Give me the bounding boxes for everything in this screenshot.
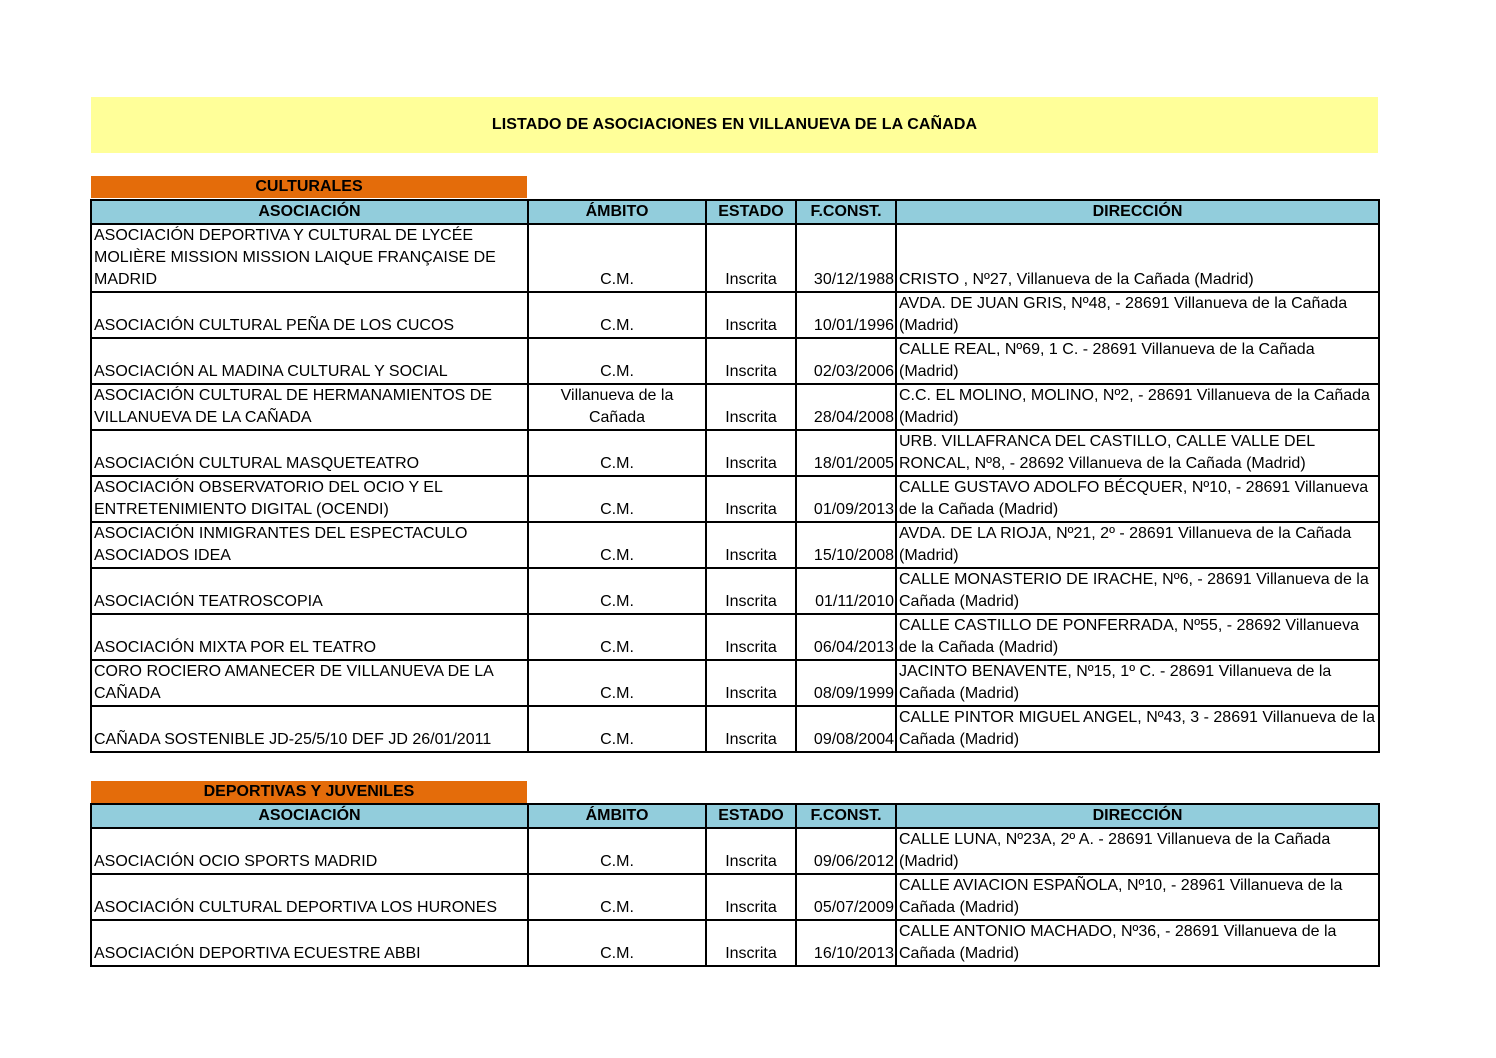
header-estado: ESTADO xyxy=(706,804,796,828)
cell-ambito: C.M. xyxy=(528,522,706,568)
cell-direccion: CALLE ANTONIO MACHADO, Nº36, - 28691 Villanueva de la Cañada (Madrid) xyxy=(896,920,1379,966)
cell-ambito: C.M. xyxy=(528,828,706,874)
cell-fconst: 08/09/1999 xyxy=(796,660,896,706)
cell-ambito: C.M. xyxy=(528,476,706,522)
title-banner xyxy=(91,97,1378,153)
cell-fconst: 02/03/2006 xyxy=(796,338,896,384)
cell-ambito: C.M. xyxy=(528,614,706,660)
cell-estado: Inscrita xyxy=(706,224,796,292)
cell-asociacion: ASOCIACIÓN CULTURAL DEPORTIVA LOS HURONES xyxy=(91,874,528,920)
cell-estado: Inscrita xyxy=(706,568,796,614)
cell-asociacion: ASOCIACIÓN OBSERVATORIO DEL OCIO Y EL ENTRETENIMIENTO DIGITAL (OCENDI) xyxy=(91,476,528,522)
cell-estado: Inscrita xyxy=(706,292,796,338)
cell-direccion: CRISTO , Nº27, Villanueva de la Cañada (Madrid) xyxy=(896,224,1379,292)
header-asociacion: ASOCIACIÓN xyxy=(91,200,528,224)
cell-ambito: C.M. xyxy=(528,920,706,966)
cell-estado: Inscrita xyxy=(706,660,796,706)
cell-direccion: CALLE PINTOR MIGUEL ANGEL, Nº43, 3 - 28691 Villanueva de la Cañada (Madrid) xyxy=(896,706,1379,752)
cell-estado: Inscrita xyxy=(706,430,796,476)
cell-direccion: JACINTO BENAVENTE, Nº15, 1º C. - 28691 Villanueva de la Cañada (Madrid) xyxy=(896,660,1379,706)
table-row xyxy=(91,568,1379,614)
section-label-culturales: CULTURALES xyxy=(91,176,527,198)
cell-estado: Inscrita xyxy=(706,338,796,384)
table-deportivas xyxy=(90,803,1380,967)
cell-direccion: CALLE AVIACION ESPAÑOLA, Nº10, - 28961 Villanueva de la Cañada (Madrid) xyxy=(896,874,1379,920)
cell-ambito: Villanueva de la Cañada xyxy=(528,384,706,430)
cell-fconst: 01/11/2010 xyxy=(796,568,896,614)
cell-asociacion: ASOCIACIÓN INMIGRANTES DEL ESPECTACULO ASOCIADOS IDEA xyxy=(91,522,528,568)
cell-fconst: 09/06/2012 xyxy=(796,828,896,874)
table-row xyxy=(91,522,1379,568)
cell-asociacion: ASOCIACIÓN DEPORTIVA Y CULTURAL DE LYCÉE MOLIÈRE MISSION MISSION LAIQUE FRANÇAISE DE MADRID xyxy=(91,224,528,292)
cell-fconst: 05/07/2009 xyxy=(796,874,896,920)
cell-fconst: 16/10/2013 xyxy=(796,920,896,966)
cell-asociacion: ASOCIACIÓN OCIO SPORTS MADRID xyxy=(91,828,528,874)
cell-direccion: AVDA. DE JUAN GRIS, Nº48, - 28691 Villanueva de la Cañada (Madrid) xyxy=(896,292,1379,338)
table-row xyxy=(91,614,1379,660)
cell-direccion: CALLE LUNA, Nº23A, 2º A. - 28691 Villanueva de la Cañada (Madrid) xyxy=(896,828,1379,874)
cell-estado: Inscrita xyxy=(706,522,796,568)
cell-estado: Inscrita xyxy=(706,476,796,522)
cell-estado: Inscrita xyxy=(706,828,796,874)
table-row xyxy=(91,920,1379,966)
header-ambito: ÁMBITO xyxy=(528,200,706,224)
cell-direccion: CALLE REAL, Nº69, 1 C. - 28691 Villanueva de la Cañada (Madrid) xyxy=(896,338,1379,384)
cell-fconst: 28/04/2008 xyxy=(796,384,896,430)
table-row xyxy=(91,476,1379,522)
header-direccion: DIRECCIÓN xyxy=(896,200,1379,224)
cell-fconst: 01/09/2013 xyxy=(796,476,896,522)
table-row xyxy=(91,338,1379,384)
header-direccion: DIRECCIÓN xyxy=(896,804,1379,828)
cell-asociacion: ASOCIACIÓN DEPORTIVA ECUESTRE ABBI xyxy=(91,920,528,966)
header-fconst: F.CONST. xyxy=(796,804,896,828)
cell-ambito: C.M. xyxy=(528,706,706,752)
cell-direccion: URB. VILLAFRANCA DEL CASTILLO, CALLE VALLE DEL RONCAL, Nº8, - 28692 Villanueva de la Cañada (Madrid) xyxy=(896,430,1379,476)
cell-estado: Inscrita xyxy=(706,874,796,920)
cell-asociacion: ASOCIACIÓN TEATROSCOPIA xyxy=(91,568,528,614)
cell-ambito: C.M. xyxy=(528,660,706,706)
cell-direccion: C.C. EL MOLINO, MOLINO, Nº2, - 28691 Villanueva de la Cañada (Madrid) xyxy=(896,384,1379,430)
cell-ambito: C.M. xyxy=(528,430,706,476)
header-asociacion: ASOCIACIÓN xyxy=(91,804,528,828)
cell-fconst: 15/10/2008 xyxy=(796,522,896,568)
cell-fconst: 06/04/2013 xyxy=(796,614,896,660)
cell-estado: Inscrita xyxy=(706,614,796,660)
cell-ambito: C.M. xyxy=(528,224,706,292)
cell-asociacion: ASOCIACIÓN MIXTA POR EL TEATRO xyxy=(91,614,528,660)
cell-asociacion: ASOCIACIÓN CULTURAL PEÑA DE LOS CUCOS xyxy=(91,292,528,338)
cell-fconst: 09/08/2004 xyxy=(796,706,896,752)
cell-ambito: C.M. xyxy=(528,338,706,384)
section-label-deportivas: DEPORTIVAS Y JUVENILES xyxy=(91,781,527,803)
cell-direccion: CALLE MONASTERIO DE IRACHE, Nº6, - 28691 Villanueva de la Cañada (Madrid) xyxy=(896,568,1379,614)
cell-asociacion: CORO ROCIERO AMANECER DE VILLANUEVA DE LA CAÑADA xyxy=(91,660,528,706)
cell-asociacion: CAÑADA SOSTENIBLE JD-25/5/10 DEF JD 26/01/2011 xyxy=(91,706,528,752)
table-row xyxy=(91,430,1379,476)
cell-direccion: AVDA. DE LA RIOJA, Nº21, 2º - 28691 Villanueva de la Cañada (Madrid) xyxy=(896,522,1379,568)
cell-direccion: CALLE GUSTAVO ADOLFO BÉCQUER, Nº10, - 28691 Villanueva de la Cañada (Madrid) xyxy=(896,476,1379,522)
cell-estado: Inscrita xyxy=(706,384,796,430)
table-header-row xyxy=(91,200,1379,224)
table-row xyxy=(91,292,1379,338)
table-row xyxy=(91,224,1379,292)
cell-ambito: C.M. xyxy=(528,874,706,920)
table-culturales xyxy=(90,199,1380,753)
cell-estado: Inscrita xyxy=(706,920,796,966)
cell-ambito: C.M. xyxy=(528,292,706,338)
header-ambito: ÁMBITO xyxy=(528,804,706,828)
page-title: LISTADO DE ASOCIACIONES EN VILLANUEVA DE LA CAÑADA xyxy=(491,116,978,133)
header-estado: ESTADO xyxy=(706,200,796,224)
table-row xyxy=(91,384,1379,430)
table-row xyxy=(91,828,1379,874)
table-row xyxy=(91,706,1379,752)
header-fconst: F.CONST. xyxy=(796,200,896,224)
table-row xyxy=(91,874,1379,920)
cell-estado: Inscrita xyxy=(706,706,796,752)
cell-fconst: 18/01/2005 xyxy=(796,430,896,476)
table-row xyxy=(91,660,1379,706)
cell-fconst: 30/12/1988 xyxy=(796,224,896,292)
cell-asociacion: ASOCIACIÓN CULTURAL MASQUETEATRO xyxy=(91,430,528,476)
cell-direccion: CALLE CASTILLO DE PONFERRADA, Nº55, - 28692 Villanueva de la Cañada (Madrid) xyxy=(896,614,1379,660)
cell-fconst: 10/01/1996 xyxy=(796,292,896,338)
cell-asociacion: ASOCIACIÓN CULTURAL DE HERMANAMIENTOS DE VILLANUEVA DE LA CAÑADA xyxy=(91,384,528,430)
cell-asociacion: ASOCIACIÓN AL MADINA CULTURAL Y SOCIAL xyxy=(91,338,528,384)
cell-ambito: C.M. xyxy=(528,568,706,614)
table-header-row xyxy=(91,804,1379,828)
